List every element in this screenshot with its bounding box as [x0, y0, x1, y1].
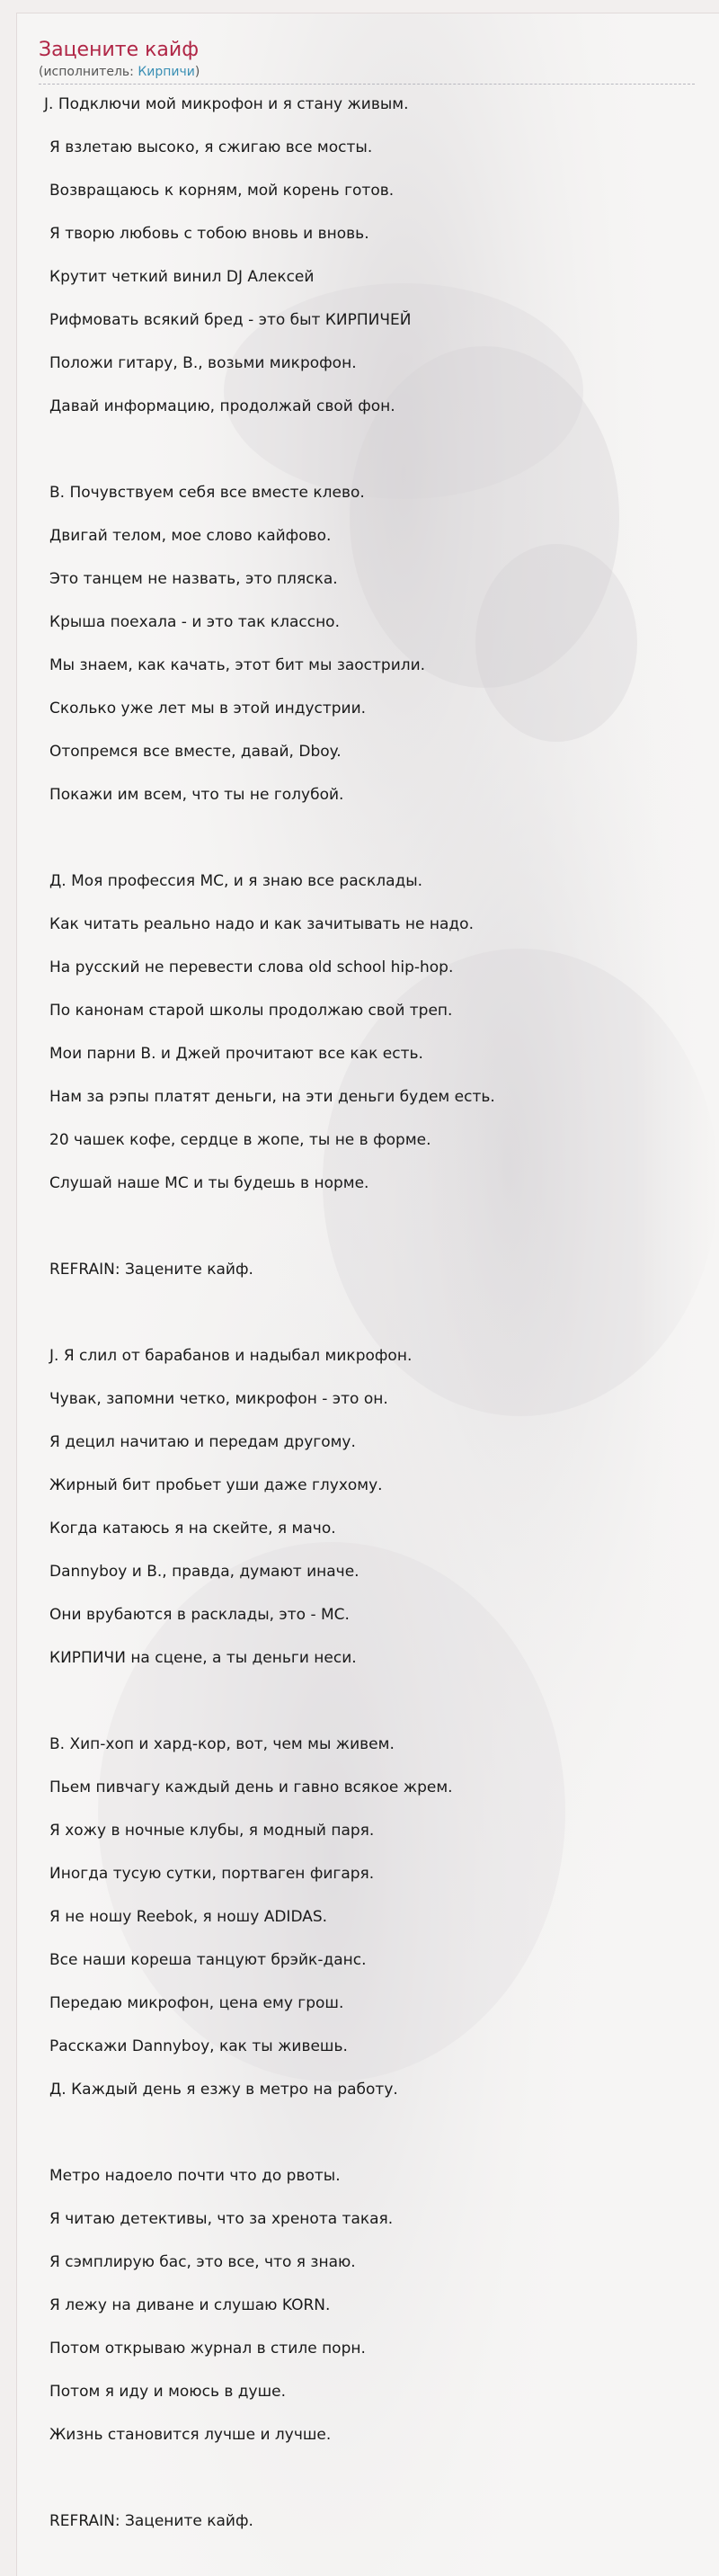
- lyric-line: Мы знаем, как качать, этот бит мы заострили.: [49, 656, 426, 674]
- lyric-line: 20 чашек кофе, сердце в жопе, ты не в форме.: [49, 1131, 431, 1149]
- stanza-break: [49, 827, 704, 870]
- lyric-line: Я хожу в ночные клубы, я модный паря.: [49, 1822, 375, 1840]
- lyric-line: Я сэмплирую бас, это все, что я знаю.: [49, 2253, 356, 2271]
- lyric-line: Пьем пивчагу каждый день и гавно всякое жрем.: [49, 1778, 453, 1796]
- lyric-line: REFRAIN: Зацените кайф.: [49, 1261, 253, 1279]
- lyric-line: Метро надоело почти что до рвоты.: [49, 2167, 341, 2185]
- lyrics-text: [39, 94, 704, 2554]
- lyric-line: Передаю микрофон, цена ему грош.: [49, 1994, 344, 2012]
- artist-prefix: (исполнитель:: [39, 65, 138, 79]
- lyric-line: Я не ношу Reebok, я ношу ADIDAS.: [49, 1908, 328, 1926]
- artist-suffix: ): [194, 65, 200, 79]
- stanza-break: [49, 1302, 704, 1345]
- lyric-line: Как читать реально надо и как зачитывать не надо.: [49, 915, 474, 933]
- lyric-line: J. Я слил от барабанов и надыбал микрофон.: [49, 1347, 413, 1365]
- lyric-line: Чувак, запомни четко, микрофон - это он.: [49, 1390, 388, 1408]
- lyric-line: Крутит четкий винил DJ Алексей: [49, 268, 315, 286]
- lyric-line: Я творю любовь с тобою вновь и вновь.: [49, 225, 369, 243]
- artist-line: [39, 64, 695, 85]
- lyric-line: Они врубаются в расклады, это - МС.: [49, 1606, 350, 1624]
- stanza-break: [49, 2122, 704, 2165]
- lyric-line: Потом открываю журнал в стиле порн.: [49, 2340, 366, 2358]
- lyric-line: Жизнь становится лучше и лучше.: [49, 2426, 332, 2444]
- lyric-line: Расскажи Dannyboy, как ты живешь.: [49, 2037, 348, 2055]
- lyric-line: Dannyboy и В., правда, думают иначе.: [49, 1563, 360, 1581]
- lyric-line: Нам за рэпы платят деньги, на эти деньги будем есть.: [49, 1088, 495, 1106]
- lyric-line: Иногда тусую сутки, портваген фигаря.: [49, 1865, 375, 1883]
- stanza-break: [49, 1690, 704, 1734]
- lyric-line: Я взлетаю высоко, я сжигаю все мосты.: [49, 138, 373, 156]
- stanza-break: [49, 2467, 704, 2510]
- lyric-line: Потом я иду и моюсь в душе.: [49, 2383, 287, 2401]
- lyric-line: J. Подключи мой микрофон и я стану живым.: [44, 95, 409, 113]
- lyric-line: Слушай наше МС и ты будешь в норме.: [49, 1174, 369, 1192]
- lyric-line: КИРПИЧИ на сцене, а ты деньги неси.: [49, 1649, 357, 1667]
- lyric-line: Крыша поехала - и это так классно.: [49, 613, 340, 631]
- lyric-line: Рифмовать всякий бред - это быт КИРПИЧЕЙ: [49, 311, 412, 329]
- song-content: [17, 13, 704, 2554]
- lyric-line: Д. Моя профессия МС, и я знаю все расклады.: [49, 872, 423, 890]
- lyric-line: Я децил начитаю и передам другому.: [49, 1433, 356, 1451]
- lyric-line: Покажи им всем, что ты не голубой.: [49, 786, 344, 804]
- lyric-line: Сколько уже лет мы в этой индустрии.: [49, 700, 367, 718]
- lyric-line: Когда катаюсь я на скейте, я мачо.: [49, 1520, 336, 1538]
- lyric-line: На русский не перевести слова old school hip-hop.: [49, 958, 454, 976]
- lyric-line: Это танцем не назвать, это пляска.: [49, 570, 338, 588]
- lyric-line: В. Почувствуем себя все вместе клево.: [49, 484, 365, 502]
- lyric-line: Мои парни В. и Джей прочитают все как есть.: [49, 1045, 423, 1063]
- stanza-break: [49, 1216, 704, 1259]
- lyric-line: Я лежу на диване и слушаю KORN.: [49, 2296, 331, 2314]
- stanza-break: [49, 439, 704, 482]
- song-title: Зацените кайф: [39, 39, 199, 61]
- page-frame: [16, 13, 719, 2576]
- lyric-line: REFRAIN: Зацените кайф.: [49, 2512, 253, 2530]
- lyric-line: Положи гитару, В., возьми микрофон.: [49, 354, 357, 372]
- lyric-line: Возвращаюсь к корням, мой корень готов.: [49, 182, 395, 200]
- lyric-line: Я читаю детективы, что за хренота такая.: [49, 2210, 394, 2228]
- artist-link[interactable]: Кирпичи: [138, 65, 195, 79]
- lyric-line: Давай информацию, продолжай свой фон.: [49, 397, 395, 415]
- lyric-line: В. Хип-хоп и хард-кор, вот, чем мы живем.: [49, 1735, 395, 1753]
- lyric-line: По канонам старой школы продолжаю свой треп.: [49, 1002, 453, 1020]
- lyric-line: Жирный бит пробьет уши даже глухому.: [49, 1476, 383, 1494]
- lyric-line: Все наши кореша танцуют брэйк-данс.: [49, 1951, 367, 1969]
- lyric-line: Отопремся все вместе, давай, Dboy.: [49, 743, 342, 761]
- lyric-line: Двигай телом, мое слово кайфово.: [49, 527, 332, 545]
- lyric-line: Д. Каждый день я езжу в метро на работу.: [49, 2081, 398, 2099]
